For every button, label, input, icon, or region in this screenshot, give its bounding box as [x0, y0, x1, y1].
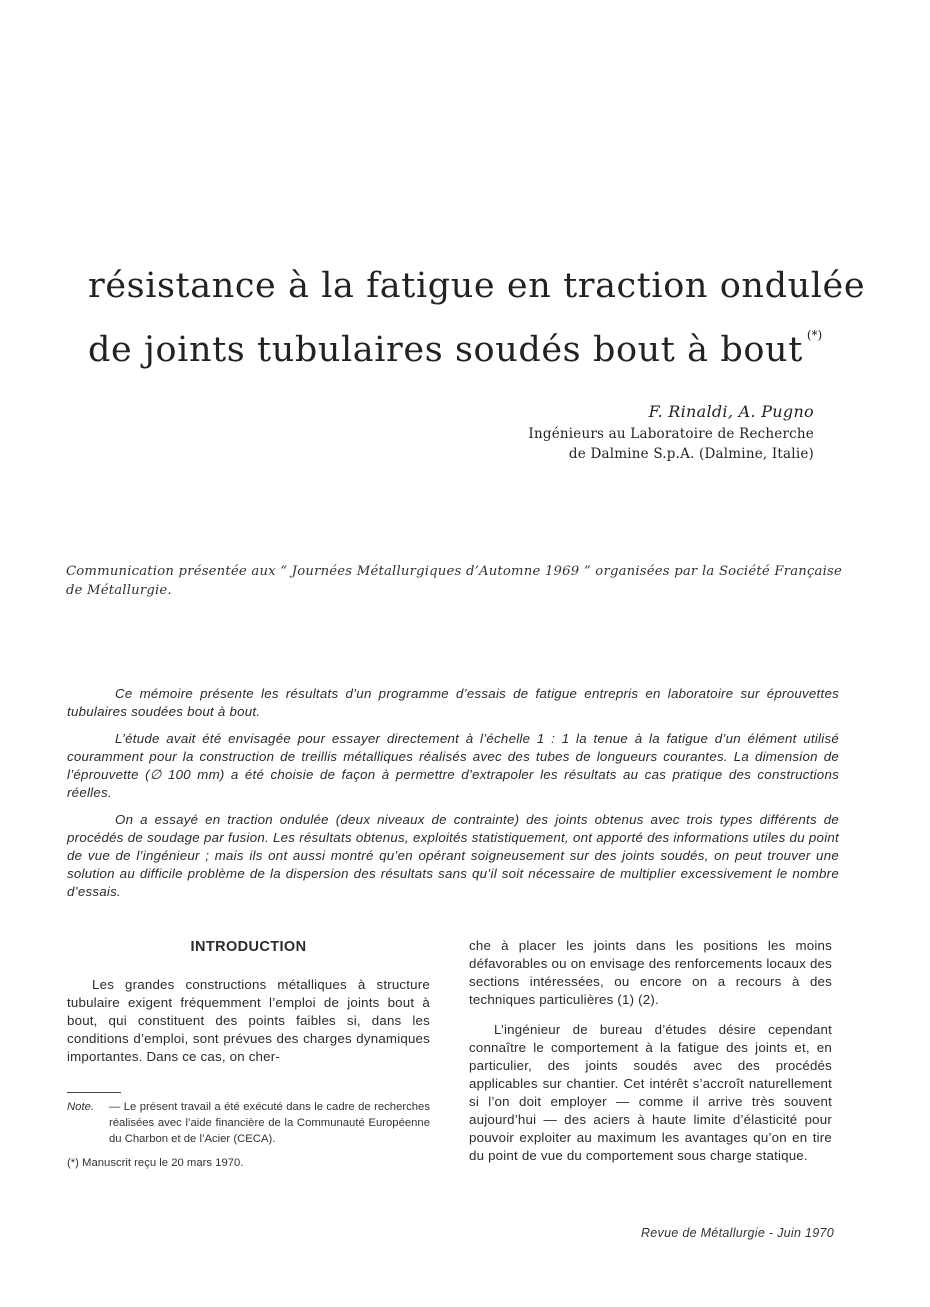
section-heading-introduction: INTRODUCTION: [190, 939, 307, 955]
running-footer: Revue de Métallurgie - Juin 1970: [640, 1226, 834, 1240]
communication-note: Communication présentée aux “ Journées Métallurgiques d’Automne 1969 ” organisées par la Société Française de Métallurgie.: [66, 564, 842, 598]
article-title: [88, 262, 866, 375]
body-column-right: [469, 937, 832, 1177]
abstract-paragraph-3: On a essayé en traction ondulée (deux niveaux de contrainte) des joints obtenus avec trois types différents de procédés de soudage par fusion. Les résultats obtenus, exploités statistiquement, ont apporté des informations utiles du point de vue de l’ingénieur ; mais ils ont aussi montré qu’en opérant soigneusement sur des joints soudés, on peut trouver une solution au difficile problème de la dispersion des résultats sans qu’il soit nécessaire de multiplier excessivement le nombre d’essais.: [67, 812, 839, 899]
footnote-note-label: Note.: [67, 1101, 95, 1113]
footnote-note: [67, 1099, 430, 1147]
footnote-manuscript: (*) Manuscrit reçu le 20 mars 1970.: [67, 1157, 244, 1169]
body-column-left: [67, 937, 430, 1179]
intro-paragraph-1-continued: che à placer les joints dans les positions les moins défavorables ou on envisage des renforcements locaux des sections intéressées, ou encore on a recours à des techniques particulières (1) (2).: [469, 938, 832, 1007]
author-names: F. Rinaldi, A. Pugno: [648, 402, 814, 421]
author-affiliation-line-1: Ingénieurs au Laboratoire de Recherche: [528, 426, 814, 442]
abstract: [67, 685, 839, 910]
title-footnote-marker: (*): [806, 328, 823, 342]
abstract-paragraph-1: Ce mémoire présente les résultats d’un programme d’essais de fatigue entrepris en laboratoire sur éprouvettes tubulaires soudées bout à bout.: [67, 686, 839, 719]
footnote-divider: [67, 1092, 121, 1093]
title-line-1: résistance à la fatigue en traction ondulée: [88, 266, 866, 306]
intro-paragraph-2: L’ingénieur de bureau d’études désire cependant connaître le comportement à la fatigue des joints et, en particulier, des joints soudés avec des procédés applicables sur chantier. Cet intérêt s’accroît naturellement si l’on doit employer — comme il arrive très souvent aujourd’hui — des aciers à haute limite d’élasticité pour pouvoir exploiter au maximum les avantages qu’on en tire du point de vue du comportement sous charge statique.: [469, 1022, 832, 1163]
author-block: [528, 400, 814, 464]
abstract-paragraph-2: L’étude avait été envisagée pour essayer directement à l’échelle 1 : 1 la tenue à la fatigue d’un élément utilisé couramment pour la construction de treillis métalliques réalisés avec des tubes de longueurs courantes. La dimension de l’éprouvette (∅ 100 mm) a été choisie de façon à permettre d’extrapoler les résultats au cas pratique des constructions réelles.: [67, 731, 839, 800]
author-affiliation-line-2: de Dalmine S.p.A. (Dalmine, Italie): [568, 446, 814, 462]
footnote-note-text: — Le présent travail a été exécuté dans le cadre de recherches réalisées avec l’aide financière de la Communauté Européenne du Charbon et de l’Acier (CECA).: [109, 1101, 430, 1145]
title-line-2: [88, 311, 848, 375]
title-line-2-text: de joints tubulaires soudés bout à bout: [88, 330, 803, 370]
intro-paragraph-1: Les grandes constructions métalliques à structure tubulaire exigent fréquemment l’emploi de joints bout à bout, qui constituent des points faibles si, dans les conditions d’emploi, sont prévues des charges dynamiques importantes. Dans ce cas, on cher-: [67, 977, 430, 1064]
